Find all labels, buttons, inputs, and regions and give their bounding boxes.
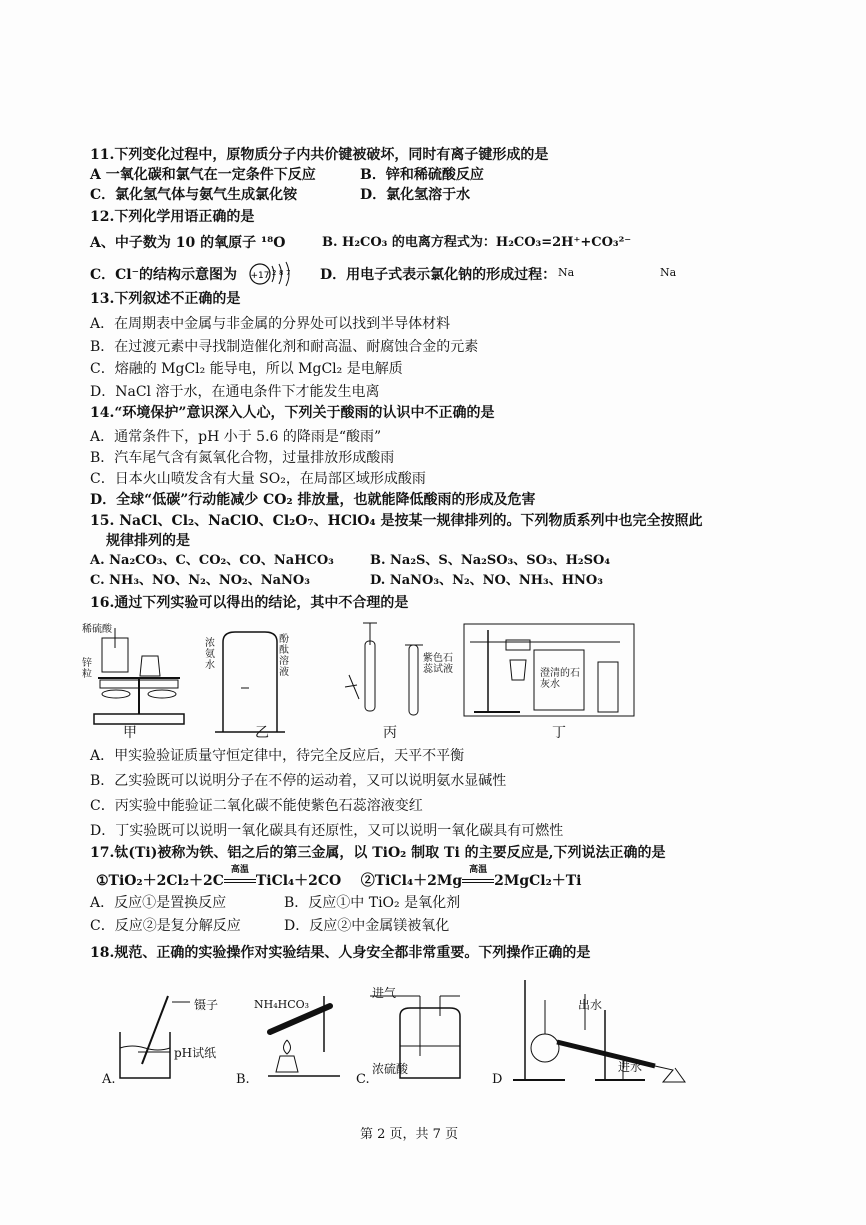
q14-option-a: A．通常条件下，pH 小于 5.6 的降雨是“酸雨” xyxy=(90,429,382,445)
label-xinli: 锌粒 xyxy=(82,658,92,680)
q16-figure-ding xyxy=(460,620,640,720)
svg-text:2: 2 xyxy=(272,269,277,277)
na-electron-formula-right: Na xyxy=(660,266,677,279)
q16-option-c: C．丙实验中能验证二氧化碳不能使紫色石蕊溶液变红 xyxy=(90,798,423,814)
label-nongliusuan: 浓硫酸 xyxy=(372,1062,409,1076)
q18-stem: 18.规范、正确的实验操作对实验结果、人身安全都非常重要。下列操作正确的是 xyxy=(90,945,591,961)
q13-option-a: A．在周期表中金属与非金属的分界处可以找到半导体材料 xyxy=(90,316,451,332)
label-a: A. xyxy=(102,1072,116,1087)
q15-option-b: B. Na₂S、S、Na₂SO₃、SO₃、H₂SO₄ xyxy=(370,553,611,568)
label-niezi: 镊子 xyxy=(194,998,219,1012)
q18-figure-d xyxy=(505,970,695,1085)
q15-stem-line2: 规律排列的是 xyxy=(106,533,190,549)
page-footer: 第 2 页，共 7 页 xyxy=(360,1127,459,1142)
q16-option-a: A．甲实验验证质量守恒定律中，待完全反应后，天平不平衡 xyxy=(90,748,465,764)
label-xilusuan: 稀硫酸 xyxy=(82,624,112,635)
label-chushui: 出水 xyxy=(578,998,603,1012)
q16-stem: 16.通过下列实验可以得出的结论，其中不合理的是 xyxy=(90,595,409,611)
q16-figure-yi xyxy=(205,628,290,738)
label-jinqi: 进气 xyxy=(372,986,397,1000)
q13-option-c: C．熔融的 MgCl₂ 能导电，所以 MgCl₂ 是电解质 xyxy=(90,361,403,377)
eq1-condition: 高温 xyxy=(230,865,249,875)
label-yi: 乙 xyxy=(255,725,269,741)
eq2-condition: 高温 xyxy=(469,865,488,875)
q18-figure-a xyxy=(112,992,192,1082)
q12-stem: 12.下列化学用语正确的是 xyxy=(90,209,255,225)
eq1-left: ①TiO₂＋2Cl₂＋2C xyxy=(96,873,224,889)
q13-stem: 13.下列叙述不正确的是 xyxy=(90,291,241,307)
label-ziseshi: 紫色石蕊试液 xyxy=(423,653,453,675)
q14-option-b: B．汽车尾气含有氮氧化合物，过量排放形成酸雨 xyxy=(90,450,395,466)
q12-option-d: D．用电子式表示氯化钠的形成过程： xyxy=(320,267,557,283)
q17-option-b: B．反应①中 TiO₂ 是氧化剂 xyxy=(284,895,461,911)
q13-option-b: B．在过渡元素中寻找制造催化剂和耐高温、耐腐蚀合金的元素 xyxy=(90,339,479,355)
q11-stem: 11.下列变化过程中，原物质分子内共价键被破坏，同时有离子键形成的是 xyxy=(90,147,549,163)
label-nongan: 浓氨水 xyxy=(205,638,215,671)
svg-text:8: 8 xyxy=(279,269,284,277)
label-jia: 甲 xyxy=(123,725,137,741)
label-c: C. xyxy=(356,1072,370,1087)
q14-stem: 14.“环境保护”意识深入人心，下列关于酸雨的认识中不正确的是 xyxy=(90,405,495,421)
eq1-right: TiCl₄＋2CO xyxy=(255,873,342,889)
q15-option-d: D. NaNO₃、N₂、NO、NH₃、HNO₃ xyxy=(370,573,603,588)
q12-option-a: A、中子数为 10 的氧原子 ¹⁸O xyxy=(90,235,286,251)
q16-figure-jia xyxy=(80,618,195,738)
q15-option-c: C. NH₃、NO、N₂、NO₂、NaNO₃ xyxy=(90,573,310,588)
q17-option-d: D．反应②中金属镁被氧化 xyxy=(284,918,450,934)
eq2-left: ②TiCl₄＋2Mg xyxy=(360,873,463,889)
q11-option-b: B．锌和稀硫酸反应 xyxy=(360,167,484,183)
q16-figure-bing xyxy=(335,615,455,720)
label-nh4hco3: NH₄HCO₃ xyxy=(254,998,310,1011)
q11-option-a: A 一氧化碳和氯气在一定条件下反应 xyxy=(90,167,316,183)
label-ding: 丁 xyxy=(552,725,566,741)
label-jinshui: 进水 xyxy=(618,1060,643,1074)
q11-option-d: D．氯化氢溶于水 xyxy=(360,187,471,203)
na-electron-formula-left: Na xyxy=(558,266,575,279)
q11-option-c: C．氯化氢气体与氨气生成氯化铵 xyxy=(90,187,298,203)
q14-option-c: C．日本火山喷发含有大量 SO₂，在局部区域形成酸雨 xyxy=(90,471,426,487)
label-d: D xyxy=(492,1072,503,1087)
cl-nucleus-label: +17 xyxy=(250,271,270,281)
q16-option-b: B．乙实验既可以说明分子在不停的运动着，又可以说明氨水显碱性 xyxy=(90,773,507,789)
svg-text:7: 7 xyxy=(286,269,291,277)
q15-option-a: A. Na₂CO₃、C、CO₂、CO、NaHCO₃ xyxy=(90,553,334,568)
label-chengqing: 澄清的石灰水 xyxy=(540,668,580,690)
label-b: B. xyxy=(236,1072,250,1087)
q15-stem-line1: 15. NaCl、Cl₂、NaClO、Cl₂O₇、HClO₄ 是按某一规律排列的。下列物质系列中也完全按照此 xyxy=(90,513,703,529)
q14-option-d: D．全球“低碳”行动能减少 CO₂ 排放量，也就能降低酸雨的形成及危害 xyxy=(90,492,536,508)
q17-option-a: A．反应①是置换反应 xyxy=(90,895,227,911)
q12-option-c: C．Cl⁻的结构示意图为 xyxy=(90,267,237,283)
label-ph: pH试纸 xyxy=(174,1046,217,1060)
q16-option-d: D．丁实验既可以说明一氧化碳具有还原性，又可以说明一氧化碳具有可燃性 xyxy=(90,823,564,839)
q17-option-c: C．反应②是复分解反应 xyxy=(90,918,241,934)
q13-option-d: D．NaCl 溶于水，在通电条件下才能发生电离 xyxy=(90,384,380,400)
q17-stem: 17.钛(Ti)被称为铁、铝之后的第三金属，以 TiO₂ 制取 Ti 的主要反应是,下列说法正确的是 xyxy=(90,845,666,861)
q17-equations xyxy=(96,865,582,890)
eq2-right: 2MgCl₂＋Ti xyxy=(494,873,582,889)
q12-option-b: B. H₂CO₃ 的电离方程式为：H₂CO₃=2H⁺+CO₃²⁻ xyxy=(322,235,632,250)
label-bing: 丙 xyxy=(383,725,397,741)
label-fenzhen: 酚酞溶液 xyxy=(279,634,289,678)
cl-ion-structure-diagram xyxy=(248,260,296,290)
